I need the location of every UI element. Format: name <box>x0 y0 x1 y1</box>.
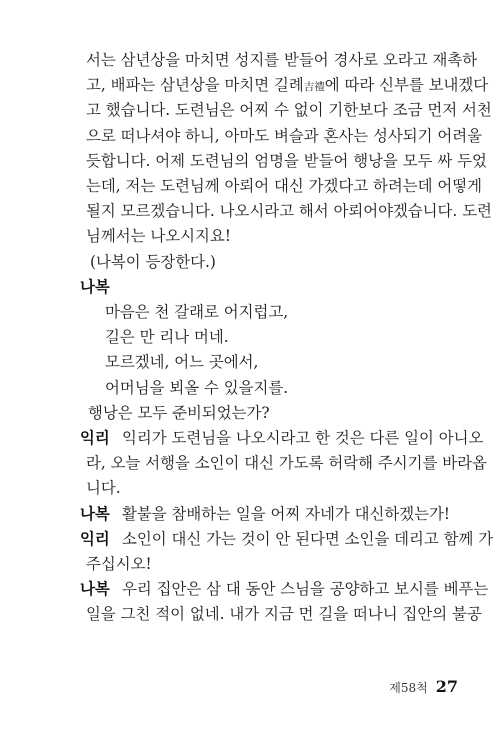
speaker-label: 익리 <box>80 529 110 548</box>
text-line: 는데, 저는 도련님께 아뢰어 대신 가겠다고 하려는데 어떻게 <box>86 177 482 195</box>
dialogue-line: 익리가 도련님을 나오시라고 한 것은 다른 일이 아니오 <box>122 429 484 447</box>
text-line: 고, 배파는 삼년상을 마치면 길례吉禮에 따라 신부를 보내겠다 <box>86 76 489 95</box>
hanja-annotation: 吉禮 <box>303 81 325 94</box>
speaker-label: 나복 <box>80 504 110 523</box>
text-line: 고 했습니다. 도련님은 어찌 수 없이 기한보다 조금 먼저 서천 <box>86 101 492 120</box>
dialogue-line: 라, 오늘 서행을 소인이 대신 가도록 허락해 주시기를 바라옵 <box>86 454 487 473</box>
text-line: 으로 떠나셔야 하니, 아마도 벼슬과 혼사는 성사되기 어려울 <box>86 126 482 145</box>
text-line: 될지 모르겠습니다. 나오시라고 해서 아뢰어야겠습니다. 도련 <box>86 202 492 221</box>
verse-line: 길은 만 리나 머네. <box>105 328 229 347</box>
speaker-label: 나복 <box>80 580 110 599</box>
dialogue-line: 주십시오! <box>86 555 152 573</box>
text-line: 서는 삼년상을 마치면 성지를 받들어 경사로 오라고 재촉하 <box>86 51 478 69</box>
dialogue-line: 행낭은 모두 준비되었는가? <box>88 403 270 422</box>
dialogue-line: 우리 집안은 삼 대 동안 스님을 공양하고 보시를 베푸는 <box>122 580 489 599</box>
page-number: 27 <box>435 677 458 696</box>
text-line: 듯합니다. 어제 도련님의 엄명을 받들어 행낭을 모두 싸 두었 <box>86 151 487 170</box>
stage-direction: (나복이 등장한다.) <box>90 252 216 271</box>
dialogue-line: 소인이 대신 가는 것이 안 된다면 소인을 데리고 함께 가 <box>122 529 494 548</box>
text-line: 님께서는 나오시지요! <box>86 227 231 246</box>
verse-line: 어머님을 뵈올 수 있을지를. <box>105 378 289 397</box>
verse-line: 마음은 천 갈래로 어지럽고, <box>105 303 289 321</box>
speaker-label: 나복 <box>80 277 110 296</box>
verse-line: 모르겠네, 어느 곳에서, <box>105 353 259 372</box>
section-label: 제58척 <box>389 681 428 695</box>
speaker-label: 익리 <box>80 429 110 447</box>
page-footer <box>389 677 458 696</box>
dialogue-line: 니다. <box>86 479 121 498</box>
dialogue-line: 일을 그친 적이 없네. 내가 지금 먼 길을 떠나니 집안의 불공 <box>86 605 482 624</box>
dialogue-line: 활불을 참배하는 일을 어찌 자네가 대신하겠는가! <box>122 504 450 523</box>
